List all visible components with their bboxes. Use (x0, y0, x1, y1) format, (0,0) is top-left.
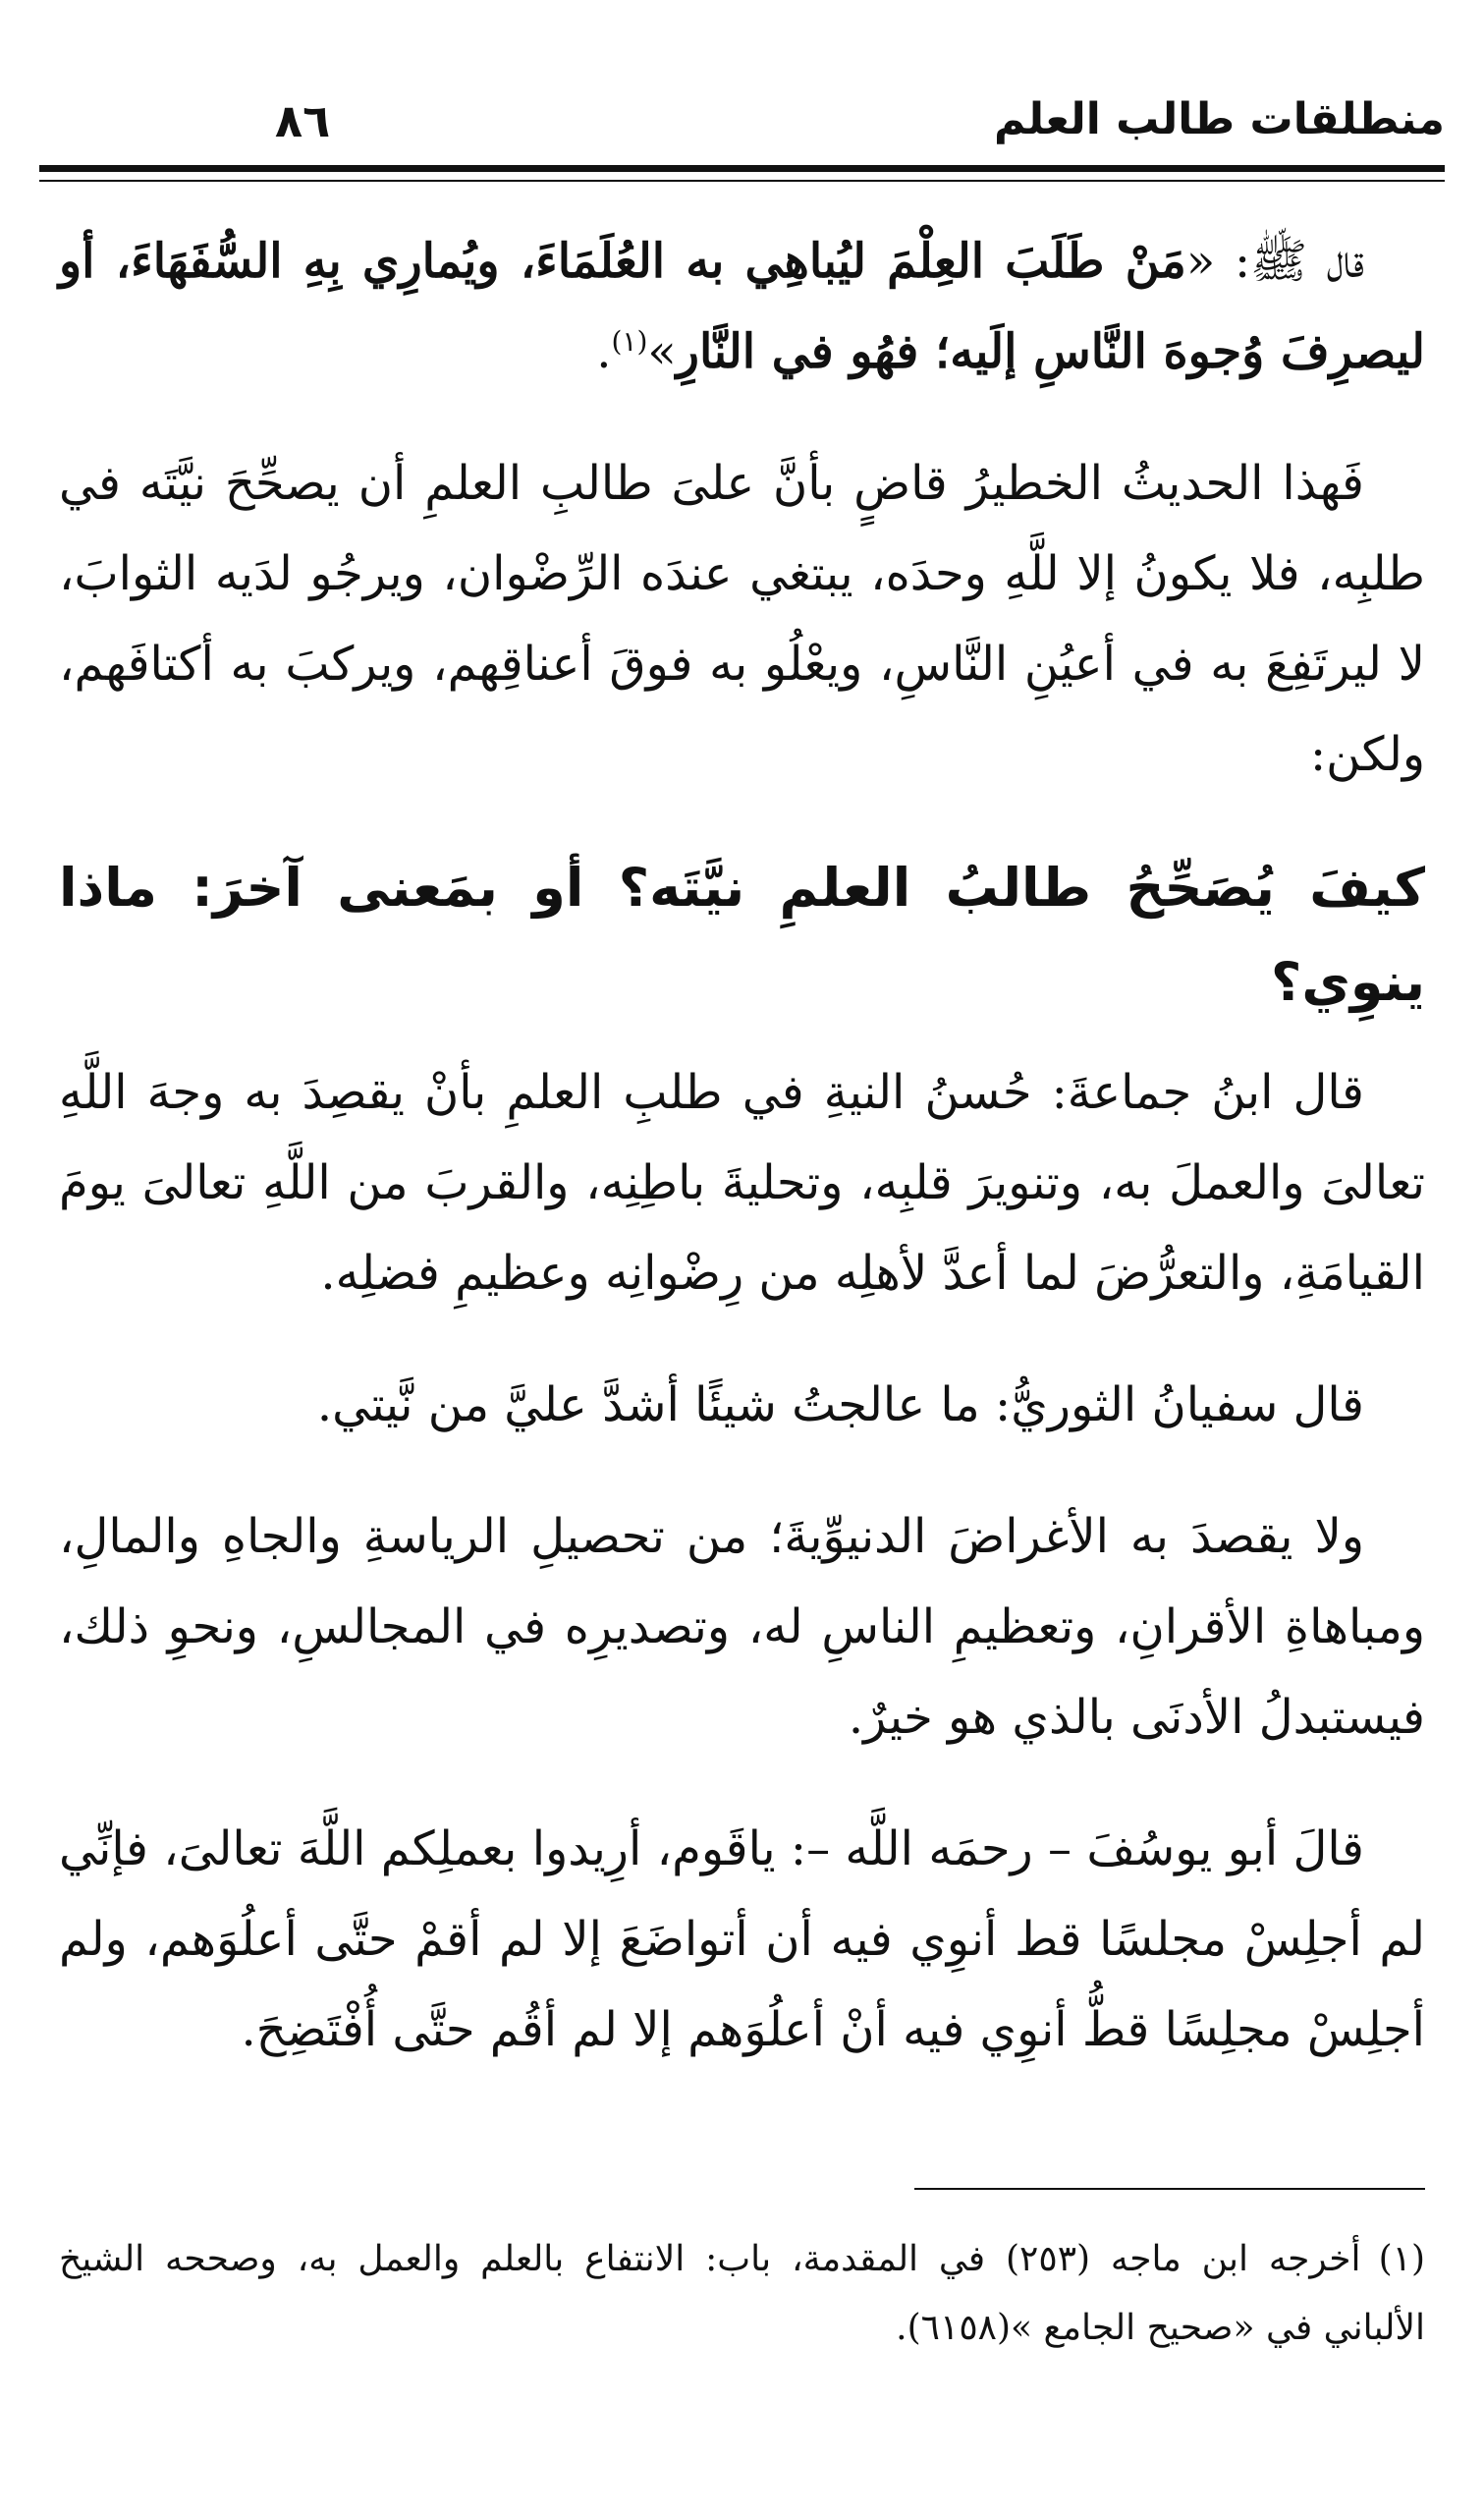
footnote-text: أخرجه ابن ماجه (٢٥٣) في المقدمة، باب: الانتفاع بالعلم والعمل به، وصححه الشيخ الألباني في «صحيح الجامع »(٦١٥٨). (59, 2239, 1425, 2348)
page-number: ٨٦ (275, 94, 331, 147)
hadith-text: مَنْ طَلَبَ العِلْمَ ليُباهِي به العُلَمَاءَ، ويُمارِي بِهِ السُّفَهَاءَ، أو ليصرِفَ وُجوهَ النَّاسِ إلَيه؛ فهُو في النَّارِ (59, 234, 1425, 379)
paragraph-worldly-aims: ولا يقصدَ به الأغراضَ الدنيوِّيةَ؛ من تحصيلِ الرياسةِ والجاهِ والمالِ، ومباهاةِ الأقرانِ، وتعظيمِ الناسِ له، وتصديرِه في المجالسِ، ونحوِ ذلك، فيستبدلُ الأدنَى بالذي هو خيرٌ. (59, 1509, 1425, 1745)
paragraph-commentary: فَهذا الحديثُ الخطيرُ قاضٍ بأنَّ علىَ طالبِ العلمِ أن يصحِّحَ نيَّتَه في طلبِه، فلا يكونُ إلا للَّهِ وحدَه، يبتغي عندَه الرِّضْوان، ويرجُو لدَيه الثوابَ، لا ليرتَفِعَ به في أعيُنِ النَّاسِ، ويعْلُو به فوقَ أعناقِهم، ويركبَ به أكتافَهم، ولكن: (59, 456, 1425, 782)
footnote-number: (١) (1378, 2239, 1425, 2279)
footnote-reference: (١) (611, 325, 648, 358)
paragraph-abu-yusuf: قالَ أبو يوسُفَ – رحمَه اللَّه –: ياقَوم، أرِيدوا بعملِكم اللَّهَ تعالىَ، فإنِّي لم أجلِسْ مجلسًا قط أنوِي فيه أن أتواضَعَ إلا لم أقمْ حتَّى أعلُوَهم، ولم أجلِسْ مجلِسًا قطُّ أنوِي فيه أنْ أعلُوَهم إلا لم أقُم حتَّى أُفْتَضِحَ. (59, 1821, 1425, 2057)
paragraph-ibn-jamaah: قال ابنُ جماعةَ: حُسنُ النيةِ في طلبِ العلمِ بأنْ يقصِدَ به وجهَ اللَّهِ تعالىَ والعملَ به، وتنويرَ قلبِه، وتحليةَ باطِنِه، والقربَ من اللَّهِ تعالىَ يومَ القيامَةِ، والتعرُّضَ لما أعدَّ لأهلِه من رِضْوانِه وعظيمِ فضلِه. (59, 1065, 1425, 1301)
hadith-intro: قال ﷺ: « (1185, 234, 1365, 289)
header-rule-thin (39, 180, 1445, 182)
section-heading: كيفَ يُصَحِّحُ طالبُ العلمِ نيَّتَه؟ أو بمَعنى آخرَ: ماذا ينوِي؟ (59, 857, 1425, 1013)
footnote (59, 2225, 1425, 2363)
paragraph-sufyan: قال سفيانُ الثوريُّ: ما عالجتُ شيئًا أشدَّ عليَّ من نَّيتي. (316, 1377, 1364, 1432)
page-header (39, 77, 1445, 155)
body-text (59, 216, 1425, 2116)
header-rule-thick (39, 165, 1445, 172)
running-title: منطلقات طالب العلم (993, 94, 1445, 144)
footnote-rule (914, 2188, 1425, 2190)
hadith-close-quote: » (647, 324, 677, 379)
paragraph-hadith (59, 216, 1425, 397)
hadith-end: . (596, 324, 612, 379)
